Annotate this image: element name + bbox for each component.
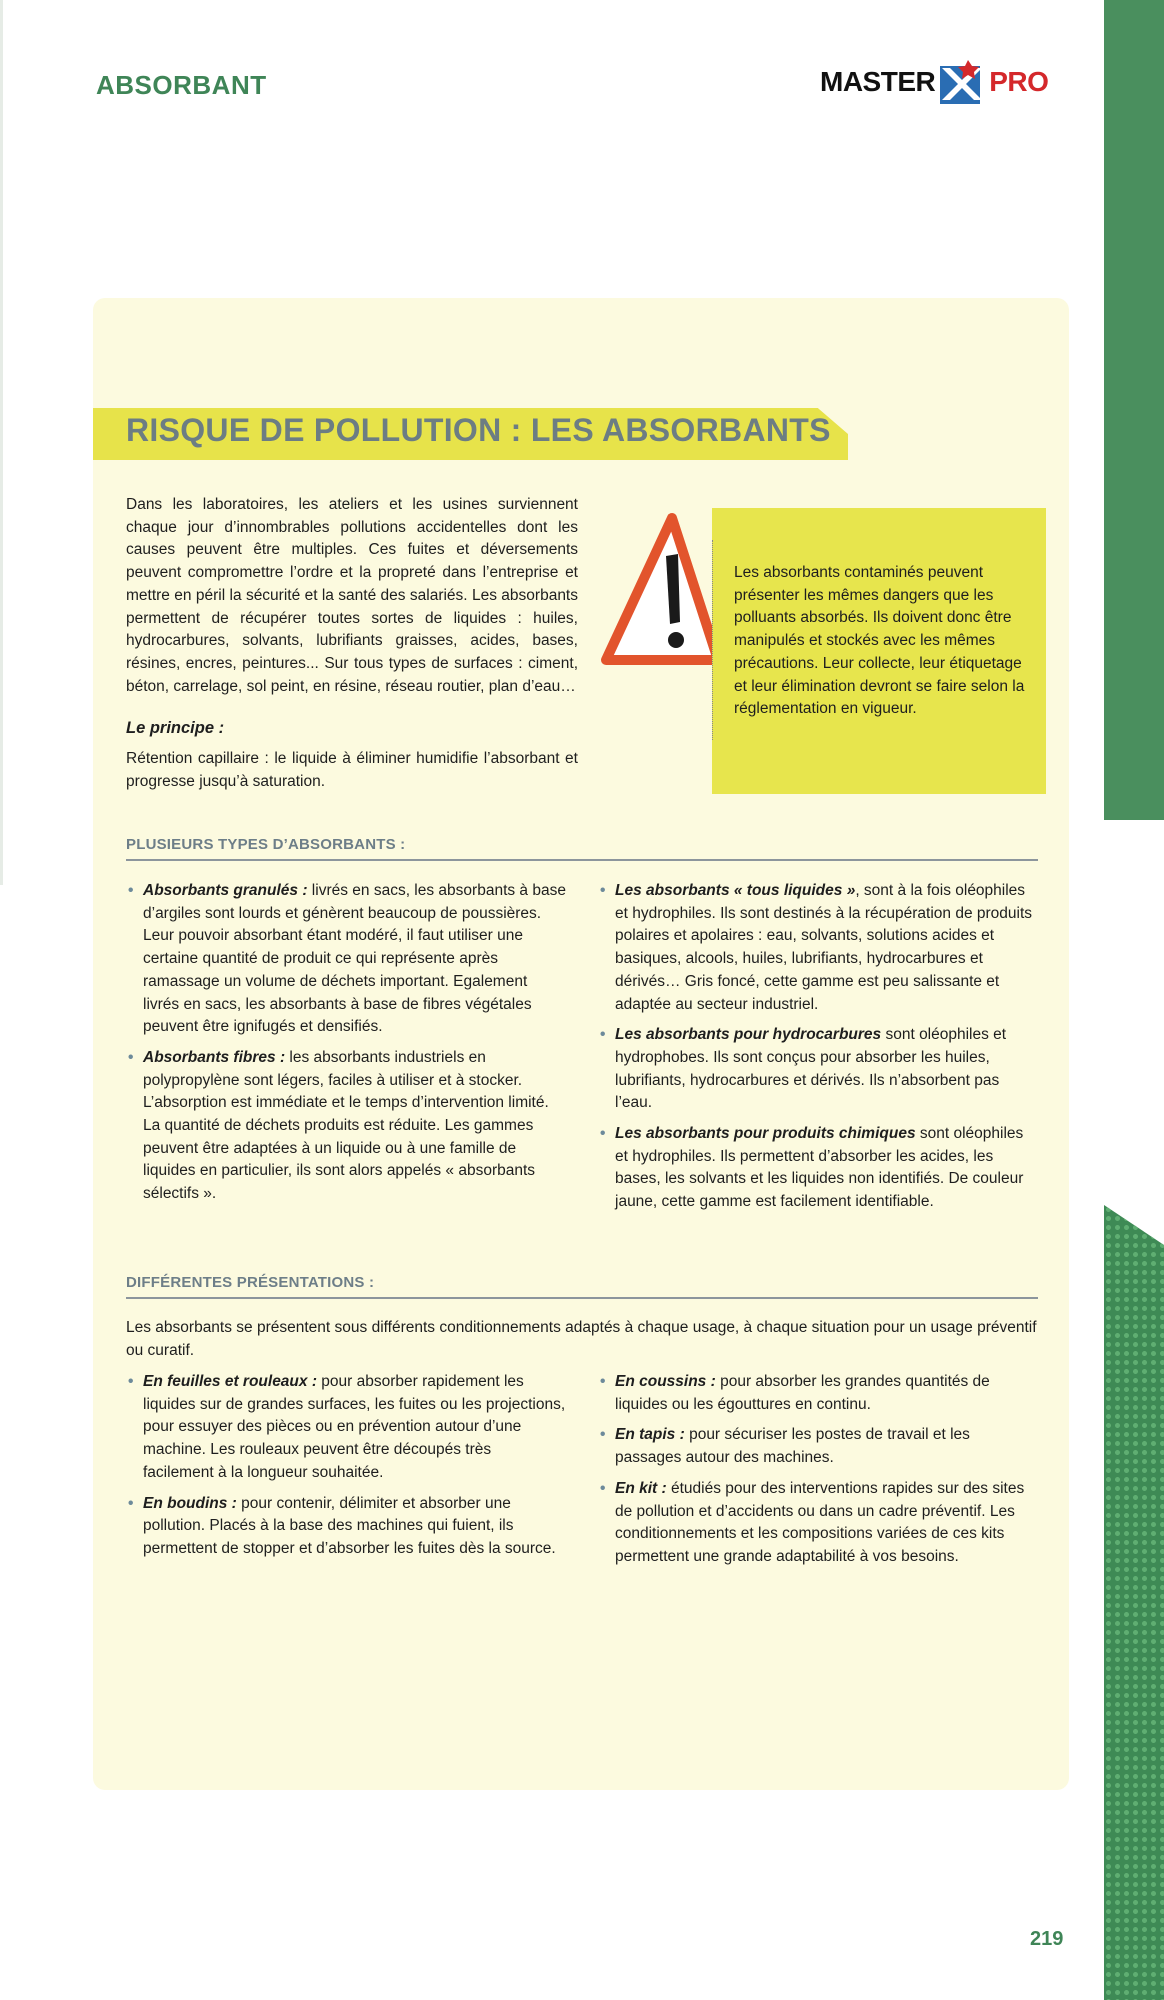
list-item: • En tapis : pour sécuriser les postes de travail et les passages autour des machines. — [598, 1424, 1040, 1469]
intro-paragraph: Dans les laboratoires, les ateliers et les usines surviennent chaque jour d’innombrables pollutions accidentelles dont les causes peuvent être multiples. Ces fuites et déversements peuvent compromettre l’ordre et la propreté dans l’entreprise et mettre en péril la sécurité et la santé des salariés. Les absorbants permettent de récupérer toutes sortes de liquides : huiles, hydrocarbures, solvants, lubrifiants graisses, acides, bases, résines, encres, peintures... Sur tous types de surfaces : ciment, béton, carrelage, sol peint, en résine, réseau routier, plan d’eau… — [126, 496, 578, 695]
page-title: RISQUE DE POLLUTION : LES ABSORBANTS — [126, 412, 831, 448]
presentations-right-column — [598, 1371, 1040, 1577]
list-item: • En boudins : pour contenir, délimiter et absorber une pollution. Placés à la base des machines qui fuient, ils permettent de stopper et d’absorber les fuites dès la source. — [126, 1493, 566, 1561]
list-item: • Les absorbants pour produits chimiques sont oléophiles et hydrophiles. Ils permettent d’absorber les acides, les bases, les solvants et les liquides non identifiés. De couleur jaune, cette gamme est facilement identifiable. — [598, 1123, 1040, 1214]
brand-master-text: MASTER — [820, 66, 936, 97]
list-item: • En coussins : pour absorber les grandes quantités de liquides ou les égouttures en continu. — [598, 1371, 1040, 1416]
list-item: • Absorbants fibres : les absorbants industriels en polypropylène sont légers, faciles à utiliser et à stocker. L’absorption est immédiate et le temps d’intervention limité. La quantité de déchets produits est réduite. Les gammes peuvent être adaptées à un liquide ou à une famille de liquides en particulier, ils sont alors appelés « absorbants sélectifs ». — [126, 1047, 566, 1206]
side-band-top — [1104, 0, 1164, 820]
types-right-column — [598, 880, 1040, 1222]
brand-logo-block — [820, 56, 1048, 108]
types-rule — [126, 859, 1038, 861]
presentations-left-column — [126, 1371, 566, 1569]
principe-heading: Le principe : — [126, 719, 225, 737]
page-number: 219 — [1030, 1928, 1064, 1950]
masterpro-star-icon — [938, 58, 986, 106]
list-item: • En feuilles et rouleaux : pour absorber rapidement les liquides sur de grandes surfaces, les fuites ou les projections, pour essuyer des pièces ou en prévention autour d’une machine. Les rouleaux peuvent être découpés très facilement à la longueur souhaitée. — [126, 1371, 566, 1485]
list-item: • Les absorbants pour hydrocarbures sont oléophiles et hydrophobes. Ils sont conçus pour absorber les huiles, lubrifiants, hydrocarbures et dérivés. Ils n’absorbent pas l’eau. — [598, 1024, 1040, 1115]
side-band-pattern — [1104, 1205, 1164, 2000]
list-item: • Les absorbants « tous liquides », sont à la fois oléophiles et hydrophiles. Ils sont destinés à la récupération de produits polaires et apolaires : eau, solvants, solutions acides et basiques, alcools, huiles, lubrifiants, hydrocarbures et dérivés… Gris foncé, cette gamme est peu salissante et adaptée au secteur industriel. — [598, 880, 1040, 1016]
warning-triangle-icon — [600, 510, 720, 670]
list-item: • Absorbants granulés : livrés en sacs, les absorbants à base d’argiles sont lourds et génèrent beaucoup de poussières. Leur pouvoir absorbant étant modéré, il faut utiliser une certaine quantité de produit ce qui représente après ramassage un volume de déchets important. Egalement livrés en sacs, les absorbants à base de fibres végétales peuvent être ignifugés et densifiés. — [126, 880, 566, 1039]
left-edge-line — [0, 0, 3, 885]
side-color-band — [1104, 0, 1164, 2000]
types-heading: PLUSIEURS TYPES D’ABSORBANTS : — [126, 836, 406, 853]
section-label: ABSORBANT — [96, 70, 267, 100]
principe-paragraph: Rétention capillaire : le liquide à éliminer humidifie l’absorbant et progresse jusqu’à saturation. — [126, 750, 578, 790]
warning-note-text: Les absorbants contaminés peuvent présenter les mêmes dangers que les polluants absorbés. Ils doivent donc être manipulés et stockés avec les mêmes précautions. Leur collecte, leur étiquetage et leur élimination devront se faire selon la réglementation en vigueur. — [734, 564, 1025, 718]
note-dotted-rule — [712, 540, 713, 740]
presentations-intro: Les absorbants se présentent sous différents conditionnements adaptés à chaque usage, à chaque situation pour un usage préventif ou curatif. — [126, 1319, 1037, 1359]
list-item: • En kit : étudiés pour des interventions rapides sur des sites de pollution et d’accidents ou dans un cadre préventif. Les conditionnements et les compositions variées de ces kits permettent une grande adaptabilité à vos besoins. — [598, 1478, 1040, 1569]
presentations-heading: DIFFÉRENTES PRÉSENTATIONS : — [126, 1274, 375, 1291]
types-left-column — [126, 880, 566, 1214]
brand-pro-text: PRO — [989, 66, 1049, 97]
presentations-rule — [126, 1297, 1038, 1299]
